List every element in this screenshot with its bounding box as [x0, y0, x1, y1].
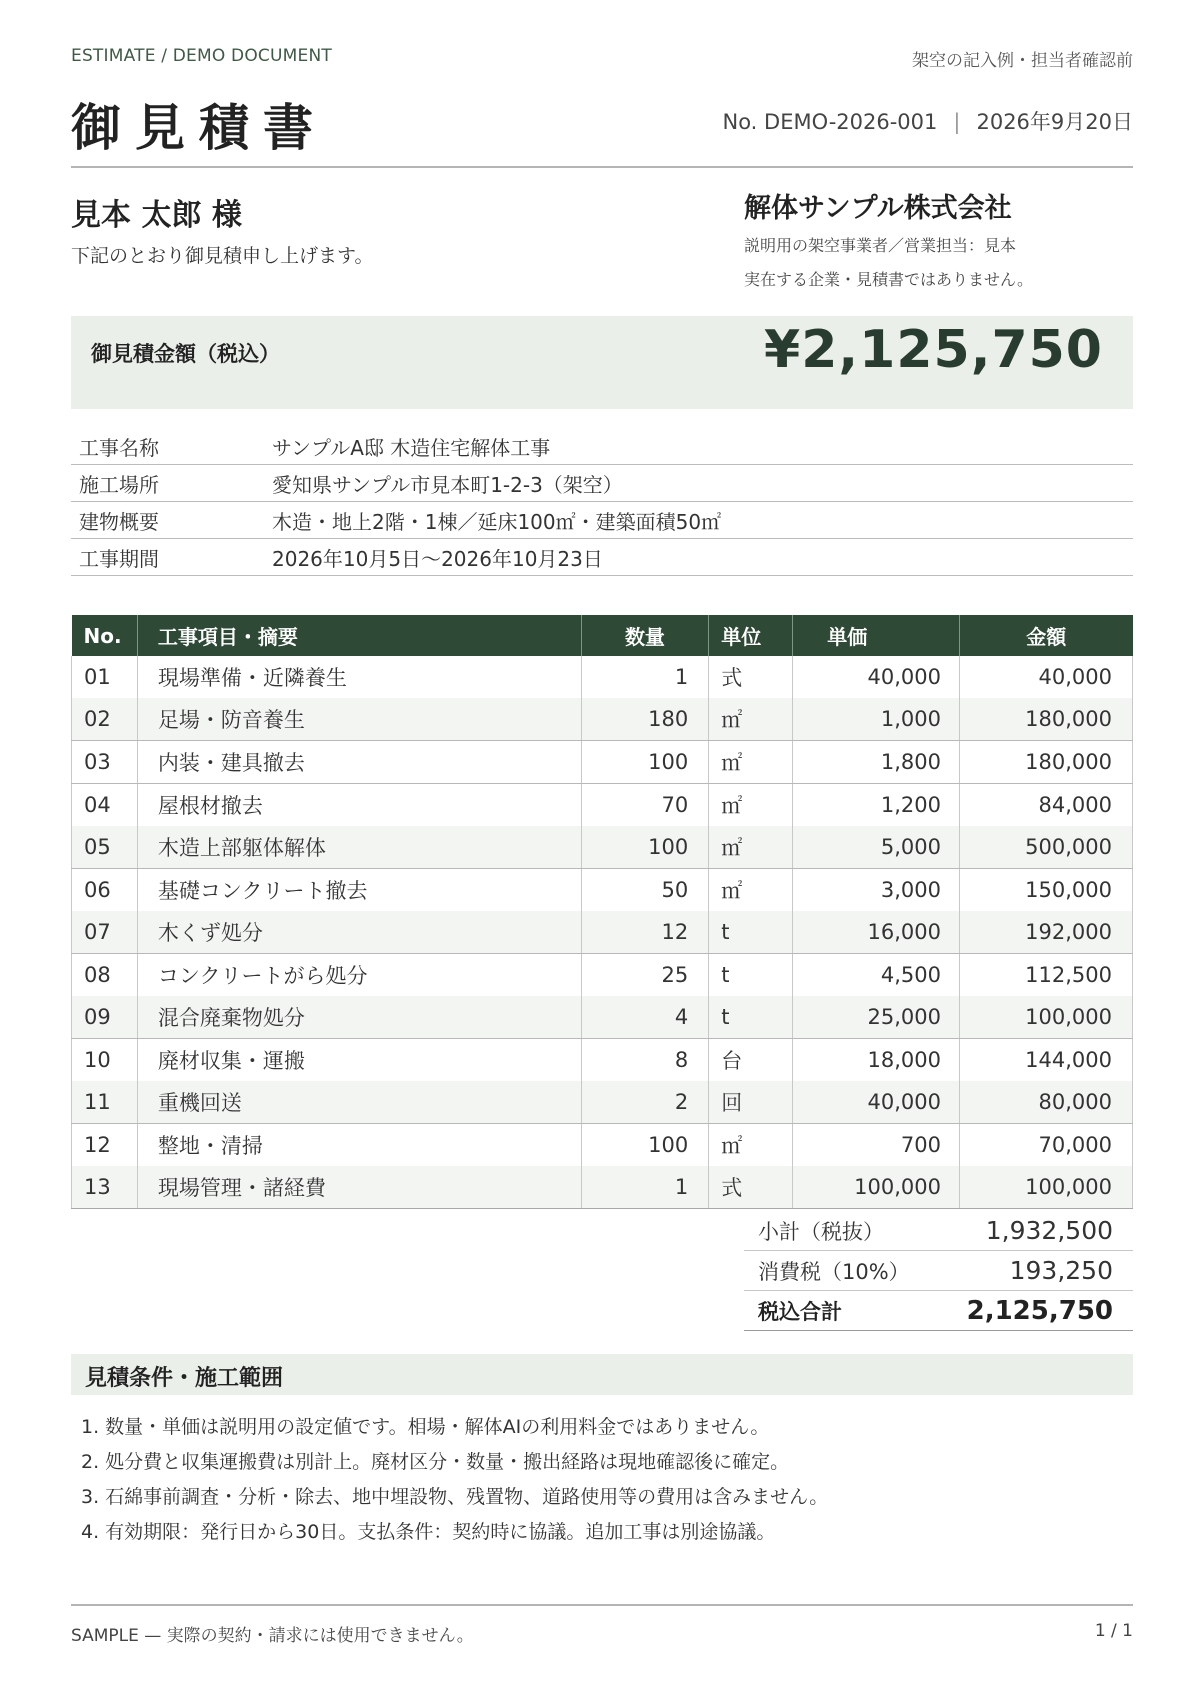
row-unit: ㎡ [709, 826, 793, 869]
row-unit: 回 [709, 1081, 793, 1124]
condition-item: 3. 石綿事前調査・分析・除去、地中埋設物、残置物、道路使用等の費用は含みません。 [81, 1486, 829, 1508]
row-unit: ㎡ [709, 784, 793, 827]
header-unit: 単位 [709, 615, 793, 656]
table-row [72, 826, 1133, 869]
conditions-heading-box [71, 1354, 1133, 1395]
row-quantity: 100 [581, 741, 709, 784]
document-number: No. DEMO-2026-001 [722, 110, 938, 134]
totals-table [744, 1211, 1133, 1331]
info-row [71, 539, 1133, 576]
line-items-table [71, 615, 1133, 1209]
document-meta [722, 106, 1133, 136]
row-item: 整地・清掃 [137, 1124, 581, 1167]
header-unit-price: 単価 [793, 615, 960, 656]
header-divider [71, 166, 1133, 168]
conditions-heading: 見積条件・施工範囲 [85, 1366, 284, 1391]
row-item: 木造上部躯体解体 [137, 826, 581, 869]
project-info-table [71, 428, 1133, 576]
row-item: コンクリートがら処分 [137, 954, 581, 997]
row-unit-price: 1,000 [793, 698, 960, 741]
row-unit: t [709, 911, 793, 954]
row-quantity: 25 [581, 954, 709, 997]
row-amount: 500,000 [960, 826, 1133, 869]
conditions-list [81, 1410, 828, 1550]
row-unit: ㎡ [709, 741, 793, 784]
row-no: 08 [72, 954, 138, 997]
row-amount: 112,500 [960, 954, 1133, 997]
page-title: 御見積書 [71, 99, 327, 157]
row-quantity: 8 [581, 1039, 709, 1082]
row-item: 廃材収集・運搬 [137, 1039, 581, 1082]
row-item: 内装・建具撤去 [137, 741, 581, 784]
row-quantity: 1 [581, 656, 709, 698]
table-row [72, 656, 1133, 698]
tax-label: 消費税（10%） [744, 1251, 938, 1291]
row-unit: t [709, 996, 793, 1039]
row-unit-price: 700 [793, 1124, 960, 1167]
info-row [71, 465, 1133, 502]
row-no: 01 [72, 656, 138, 698]
row-no: 02 [72, 698, 138, 741]
grand-total-row [744, 1291, 1133, 1331]
row-amount: 100,000 [960, 1166, 1133, 1209]
row-unit: ㎡ [709, 1124, 793, 1167]
row-no: 06 [72, 869, 138, 912]
total-amount-label: 御見積金額（税込） [91, 342, 280, 366]
row-amount: 180,000 [960, 741, 1133, 784]
row-amount: 144,000 [960, 1039, 1133, 1082]
row-unit: ㎡ [709, 869, 793, 912]
table-row [72, 1081, 1133, 1124]
row-no: 12 [72, 1124, 138, 1167]
row-unit-price: 40,000 [793, 1081, 960, 1124]
row-unit-price: 4,500 [793, 954, 960, 997]
row-no: 13 [72, 1166, 138, 1209]
issuer-note-1: 説明用の架空事業者／営業担当：見本 [744, 236, 1017, 255]
row-amount: 84,000 [960, 784, 1133, 827]
row-no: 10 [72, 1039, 138, 1082]
row-quantity: 70 [581, 784, 709, 827]
row-unit: 式 [709, 656, 793, 698]
table-row [72, 784, 1133, 827]
row-item: 現場管理・諸経費 [137, 1166, 581, 1209]
total-amount-box [71, 316, 1133, 409]
table-row [72, 1039, 1133, 1082]
row-amount: 192,000 [960, 911, 1133, 954]
tax-value: 193,250 [938, 1251, 1133, 1291]
row-unit-price: 3,000 [793, 869, 960, 912]
row-quantity: 4 [581, 996, 709, 1039]
table-row [72, 954, 1133, 997]
header-quantity: 数量 [581, 615, 709, 656]
subtotal-value: 1,932,500 [938, 1211, 1133, 1251]
tax-row [744, 1251, 1133, 1291]
footer-disclaimer: SAMPLE — 実際の契約・請求には使用できません。 [71, 1626, 474, 1646]
issuer-note-2: 実在する企業・見積書ではありません。 [744, 270, 1033, 289]
row-amount: 70,000 [960, 1124, 1133, 1167]
info-key: 工事期間 [71, 539, 272, 576]
row-quantity: 180 [581, 698, 709, 741]
row-quantity: 12 [581, 911, 709, 954]
table-row [72, 1166, 1133, 1209]
info-key: 工事名称 [71, 428, 272, 465]
row-item: 重機回送 [137, 1081, 581, 1124]
row-unit-price: 1,200 [793, 784, 960, 827]
header-amount: 金額 [960, 615, 1133, 656]
row-item: 足場・防音養生 [137, 698, 581, 741]
header-item: 工事項目・摘要 [137, 615, 581, 656]
table-row [72, 1124, 1133, 1167]
client-name: 見本 太郎 様 [71, 198, 242, 233]
subtotal-label: 小計（税抜） [744, 1211, 938, 1251]
row-amount: 80,000 [960, 1081, 1133, 1124]
row-unit-price: 25,000 [793, 996, 960, 1039]
table-row [72, 741, 1133, 784]
info-value: サンプルA邸 木造住宅解体工事 [272, 428, 1133, 465]
estimate-page [71, 0, 1133, 1697]
row-unit: t [709, 954, 793, 997]
document-type: ESTIMATE / DEMO DOCUMENT [71, 46, 332, 66]
row-quantity: 1 [581, 1166, 709, 1209]
row-amount: 100,000 [960, 996, 1133, 1039]
row-amount: 150,000 [960, 869, 1133, 912]
info-value: 木造・地上2階・1棟／延床100㎡・建築面積50㎡ [272, 502, 1133, 539]
meta-separator: | [953, 110, 961, 134]
row-amount: 40,000 [960, 656, 1133, 698]
row-unit-price: 16,000 [793, 911, 960, 954]
row-unit-price: 18,000 [793, 1039, 960, 1082]
row-item: 現場準備・近隣養生 [137, 656, 581, 698]
row-unit-price: 100,000 [793, 1166, 960, 1209]
row-no: 07 [72, 911, 138, 954]
info-row [71, 502, 1133, 539]
row-unit-price: 5,000 [793, 826, 960, 869]
table-row [72, 911, 1133, 954]
row-amount: 180,000 [960, 698, 1133, 741]
row-no: 05 [72, 826, 138, 869]
row-item: 木くず処分 [137, 911, 581, 954]
top-line [71, 46, 1133, 70]
row-unit: 台 [709, 1039, 793, 1082]
row-item: 基礎コンクリート撤去 [137, 869, 581, 912]
condition-item: 4. 有効期限：発行日から30日。支払条件：契約時に協議。追加工事は別途協議。 [81, 1521, 776, 1543]
info-key: 建物概要 [71, 502, 272, 539]
header-no: No. [72, 615, 138, 656]
row-quantity: 100 [581, 826, 709, 869]
row-unit-price: 1,800 [793, 741, 960, 784]
info-key: 施工場所 [71, 465, 272, 502]
row-no: 09 [72, 996, 138, 1039]
row-no: 03 [72, 741, 138, 784]
table-row [72, 698, 1133, 741]
row-item: 混合廃棄物処分 [137, 996, 581, 1039]
page-number: 1 / 1 [1094, 1621, 1133, 1641]
info-value: 愛知県サンプル市見本町1-2-3（架空） [272, 465, 1133, 502]
intro-text: 下記のとおり御見積申し上げます。 [71, 245, 374, 267]
row-quantity: 50 [581, 869, 709, 912]
row-no: 04 [72, 784, 138, 827]
row-unit: 式 [709, 1166, 793, 1209]
issuer-company: 解体サンプル株式会社 [744, 193, 1012, 224]
subtotal-row [744, 1211, 1133, 1251]
condition-item: 1. 数量・単価は説明用の設定値です。相場・解体AIの利用料金ではありません。 [81, 1416, 770, 1438]
grand-total-label: 税込合計 [744, 1291, 938, 1331]
info-value: 2026年10月5日〜2026年10月23日 [272, 539, 1133, 576]
table-header-row [72, 615, 1133, 656]
issue-date: 2026年9月20日 [976, 110, 1133, 134]
grand-total-value: 2,125,750 [938, 1291, 1133, 1331]
table-row [72, 996, 1133, 1039]
row-item: 屋根材撤去 [137, 784, 581, 827]
footer-divider [71, 1604, 1133, 1606]
draft-note: 架空の記入例・担当者確認前 [912, 51, 1133, 71]
table-row [72, 869, 1133, 912]
row-quantity: 2 [581, 1081, 709, 1124]
row-no: 11 [72, 1081, 138, 1124]
condition-item: 2. 処分費と収集運搬費は別計上。廃材区分・数量・搬出経路は現地確認後に確定。 [81, 1451, 790, 1473]
info-row [71, 428, 1133, 465]
row-unit-price: 40,000 [793, 656, 960, 698]
row-unit: ㎡ [709, 698, 793, 741]
row-quantity: 100 [581, 1124, 709, 1167]
total-amount-value: ¥2,125,750 [764, 320, 1103, 380]
